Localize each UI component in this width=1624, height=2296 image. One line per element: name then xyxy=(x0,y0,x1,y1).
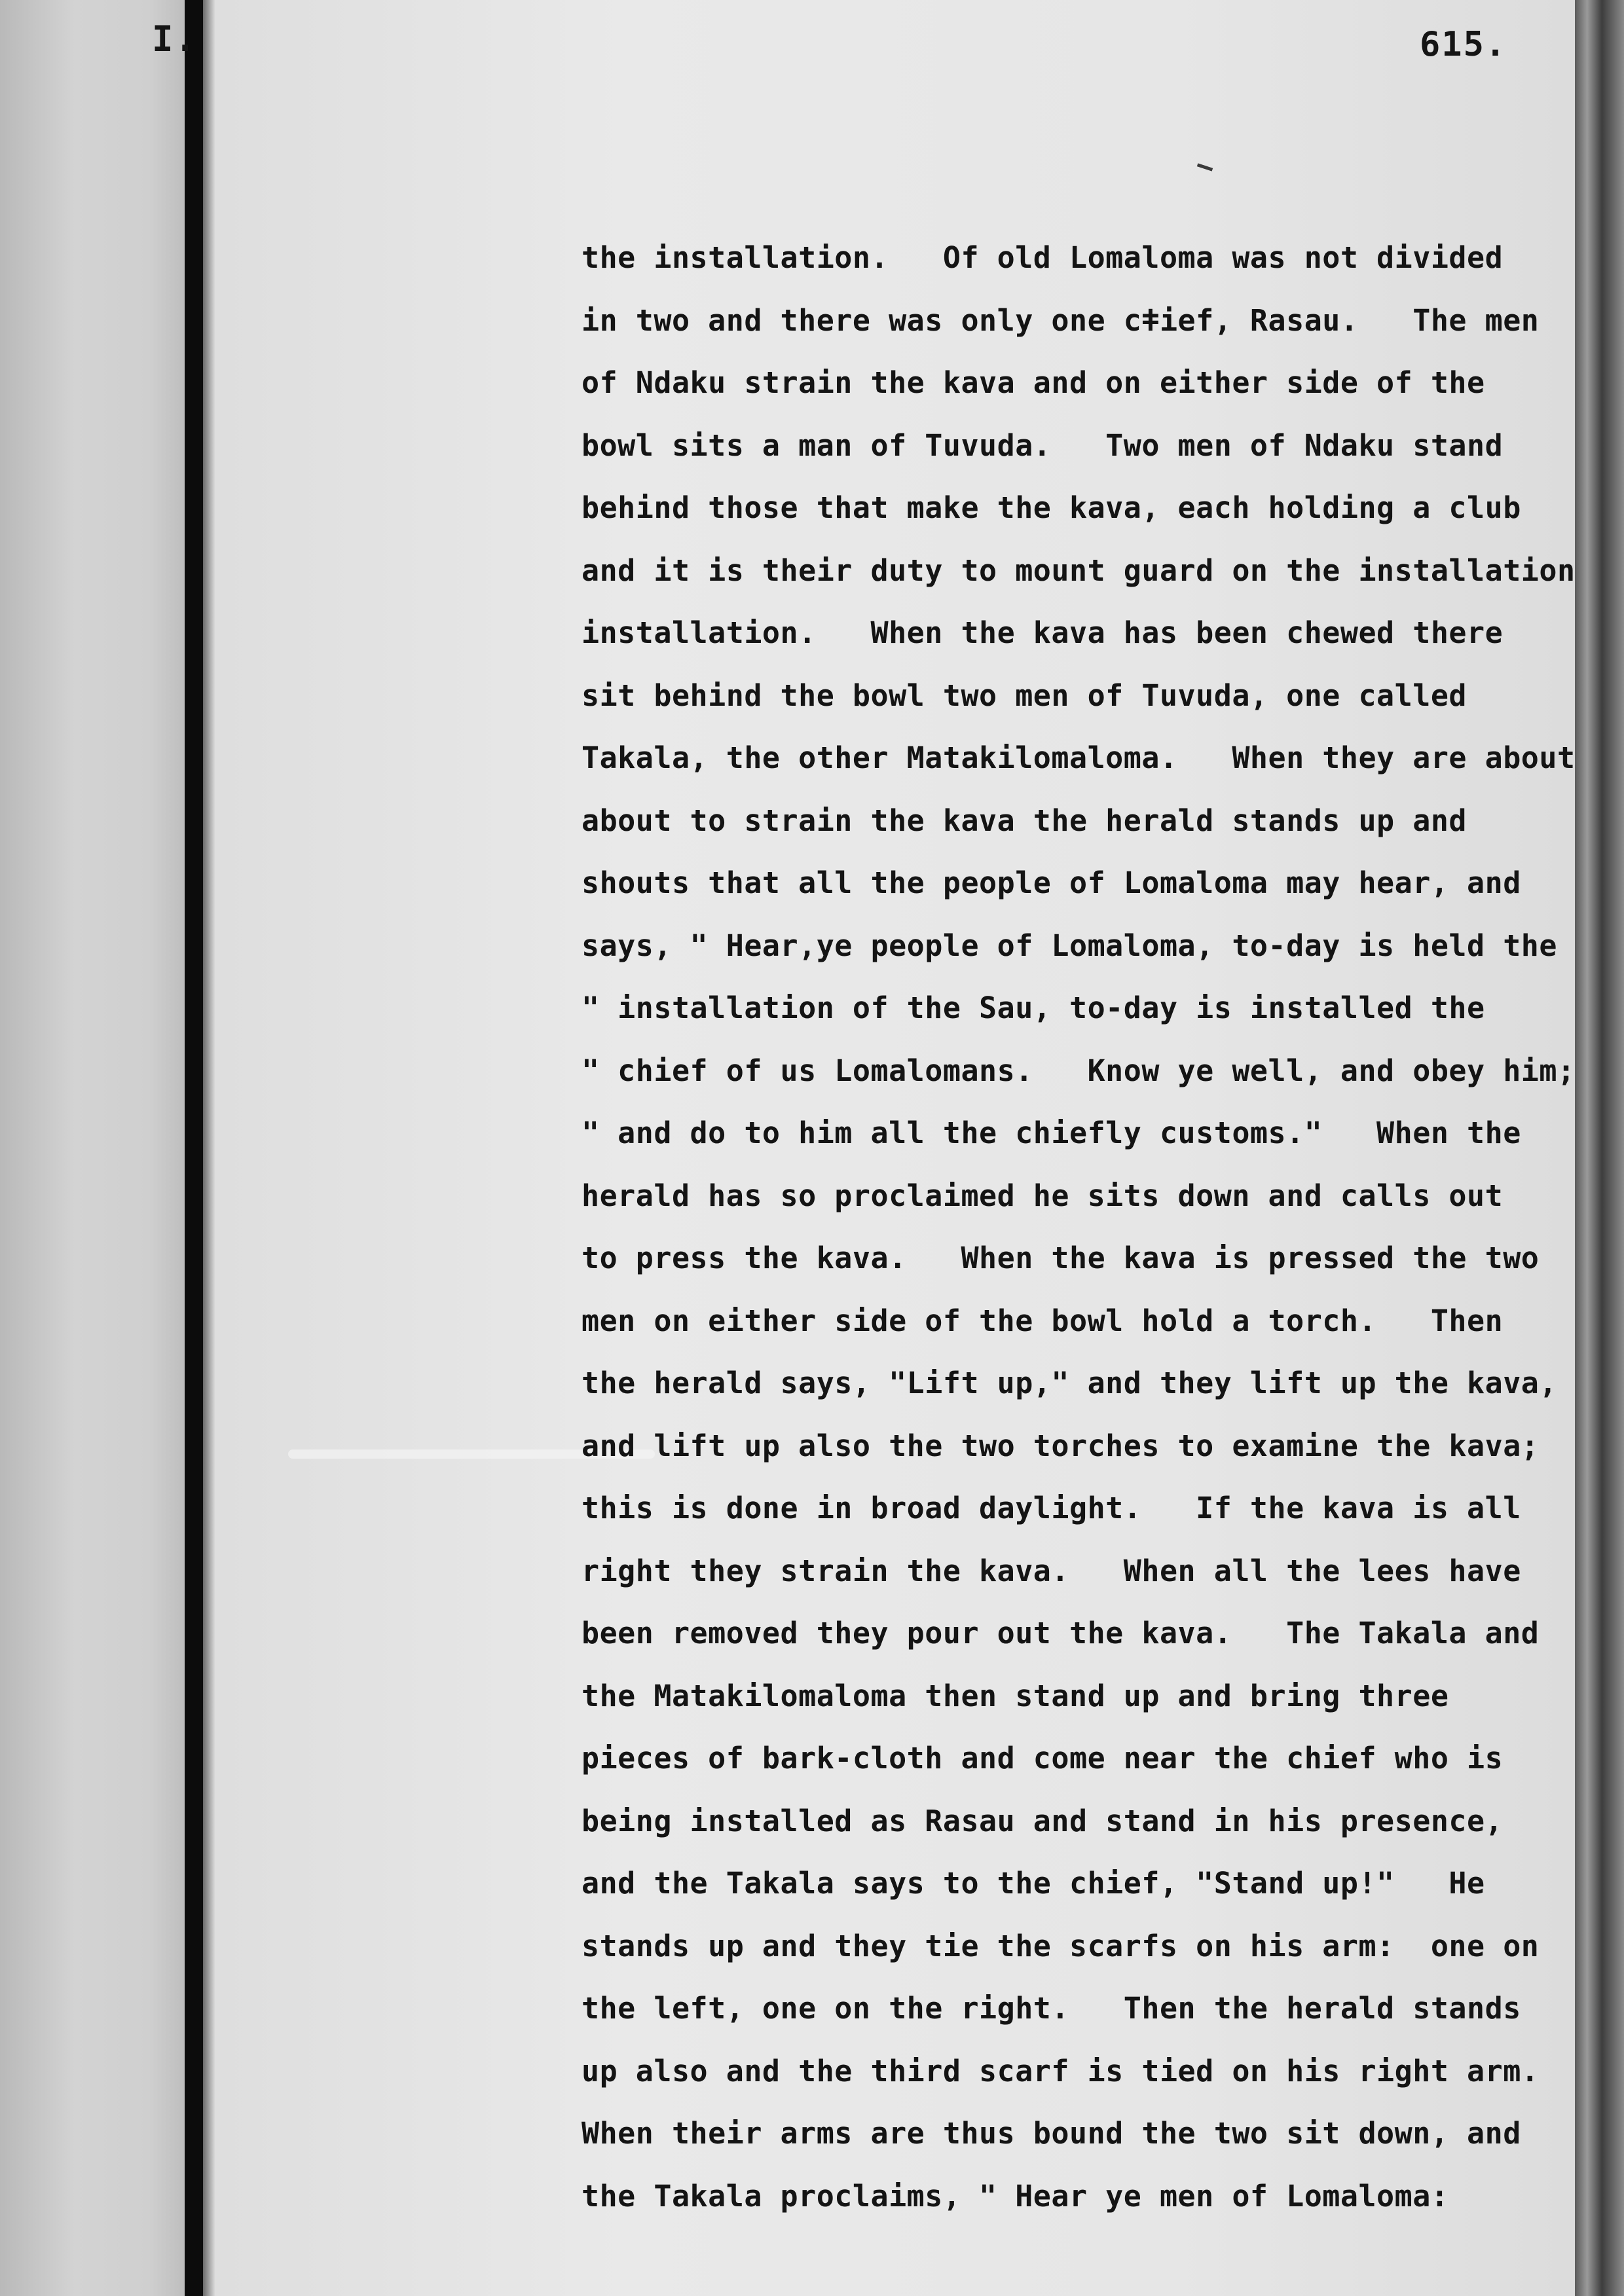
text-line: When their arms are thus bound the two sit down, and xyxy=(581,2116,1521,2151)
left-margin xyxy=(0,0,187,2296)
text-line: installation. When the kava has been chewed there xyxy=(581,615,1504,650)
text-line: to press the kava. When the kava is pressed the two xyxy=(581,1241,1540,1275)
right-page-edge xyxy=(1575,0,1624,2296)
text-line: herald has so proclaimed he sits down and calls out xyxy=(581,1178,1504,1213)
text-line: and the Takala says to the chief, "Stand up!" He xyxy=(581,1866,1485,1901)
text-line: in two and there was only one cǂief, Rasau. The men xyxy=(581,302,1540,338)
text-line: the left, one on the right. Then the herald stands xyxy=(581,1991,1521,2026)
previous-page-number-fragment: I. xyxy=(152,18,198,60)
page-number: 615. xyxy=(1420,25,1507,64)
text-line: the Matakilomaloma then stand up and bring three xyxy=(581,1678,1449,1713)
text-line: stands up and they tie the scarfs on his arm: one on xyxy=(581,1928,1540,1963)
text-line: the Takala proclaims, " Hear ye men of Lomaloma: xyxy=(581,2178,1449,2214)
text-line: behind those that make the kava, each holding a club xyxy=(581,490,1521,525)
text-line: right they strain the kava. When all the lees have xyxy=(581,1553,1521,1588)
text-line: men on either side of the bowl hold a torch. Then xyxy=(581,1303,1504,1338)
text-line: the herald says, "Lift up," and they lift up the kava, xyxy=(581,1366,1557,1400)
text-line: " chief of us Lomalomans. Know ye well, and obey him; xyxy=(581,1053,1576,1088)
text-line: shouts that all the people of Lomaloma may hear, and xyxy=(581,866,1521,900)
typed-text-block xyxy=(581,227,1577,2227)
text-line: up also and the third scarf is tied on his right arm. xyxy=(581,2053,1540,2088)
text-line: and it is their duty to mount guard on the installation xyxy=(581,553,1576,588)
text-line: bowl sits a man of Tuvuda. Two men of Ndaku stand xyxy=(581,428,1504,463)
text-line: the installation. Of old Lomaloma was not divided xyxy=(581,240,1504,275)
text-line: about to strain the kava the herald stands up and xyxy=(581,803,1467,838)
text-line: " installation of the Sau, to-day is installed the xyxy=(581,991,1485,1025)
text-line: and lift up also the two torches to examine the kava; xyxy=(581,1428,1540,1463)
text-line: pieces of bark-cloth and come near the chief who is xyxy=(581,1741,1504,1776)
text-line: being installed as Rasau and stand in his presence, xyxy=(581,1803,1504,1838)
text-line: of Ndaku strain the kava and on either side of the xyxy=(581,365,1485,400)
text-line: Takala, the other Matakilomaloma. When they are about xyxy=(581,740,1576,775)
binding-line xyxy=(185,0,203,2296)
text-line: sit behind the bowl two men of Tuvuda, one called xyxy=(581,678,1467,713)
text-line: says, " Hear,ye people of Lomaloma, to-day is held the xyxy=(581,928,1557,963)
text-line: " and do to him all the chiefly customs." When the xyxy=(581,1116,1521,1150)
text-line: this is done in broad daylight. If the kava is all xyxy=(581,1491,1521,1525)
text-line: been removed they pour out the kava. The Takala and xyxy=(581,1616,1540,1650)
binding-shadow xyxy=(203,0,215,2296)
